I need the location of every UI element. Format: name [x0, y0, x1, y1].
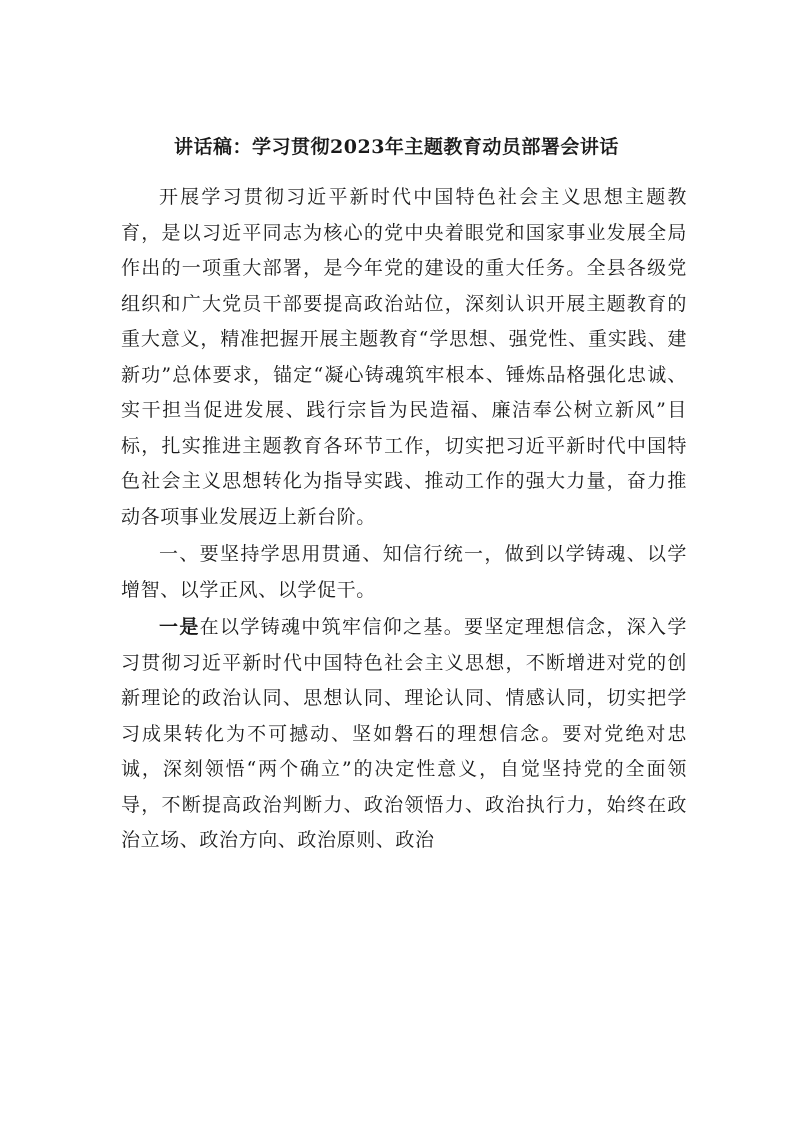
paragraph-text: 一、要坚持学思用贯通、知信行统一，做到以学铸魂、以学增智、以学正风、以学促干。: [121, 543, 687, 601]
paragraph-text: 在以学铸魂中筑牢信仰之基。要坚定理想信念，深入学习贯彻习近平新时代中国特色社会主义思想，不断增进对党的创新理论的政治认同、思想认同、理论认同、情感认同，切实把学习成果转化为不可撼动、坚如磐石的理想信念。要对党绝对忠诚，深刻领悟“两个确立”的决定性意义，自觉坚持党的全面领导，不断提高政治判断力、政治领悟力、政治执行力，始终在政治立场、政治方向、政治原则、政治: [121, 616, 687, 851]
paragraph-text: 开展学习贯彻习近平新时代中国特色社会主义思想主题教育，是以习近平同志为核心的党中央着眼党和国家事业发展全局作出的一项重大部署，是今年党的建设的重大任务。全县各级党组织和广大党员干部要提高政治站位，深刻认识开展主题教育的重大意义，精准把握开展主题教育“学思想、强党性、重实践、建新功”总体要求，锚定“凝心铸魂筑牢根本、锤炼品格强化忠诚、实干担当促进发展、践行宗旨为民造福、廉洁奉公树立新风”目标，扎实推进主题教育各环节工作，切实把习近平新时代中国特色社会主义思想转化为指导实践、推动工作的强大力量，奋力推动各项事业发展迈上新台阶。: [121, 186, 687, 528]
section-heading-one: [121, 537, 687, 608]
paragraph-intro: [121, 180, 687, 535]
document-body: [121, 180, 687, 859]
document-title: 讲话稿：学习贯彻2023年主题教育动员部署会讲话: [174, 136, 619, 158]
paragraph-lead: 一是: [159, 616, 200, 638]
paragraph-point-one: [121, 610, 687, 859]
